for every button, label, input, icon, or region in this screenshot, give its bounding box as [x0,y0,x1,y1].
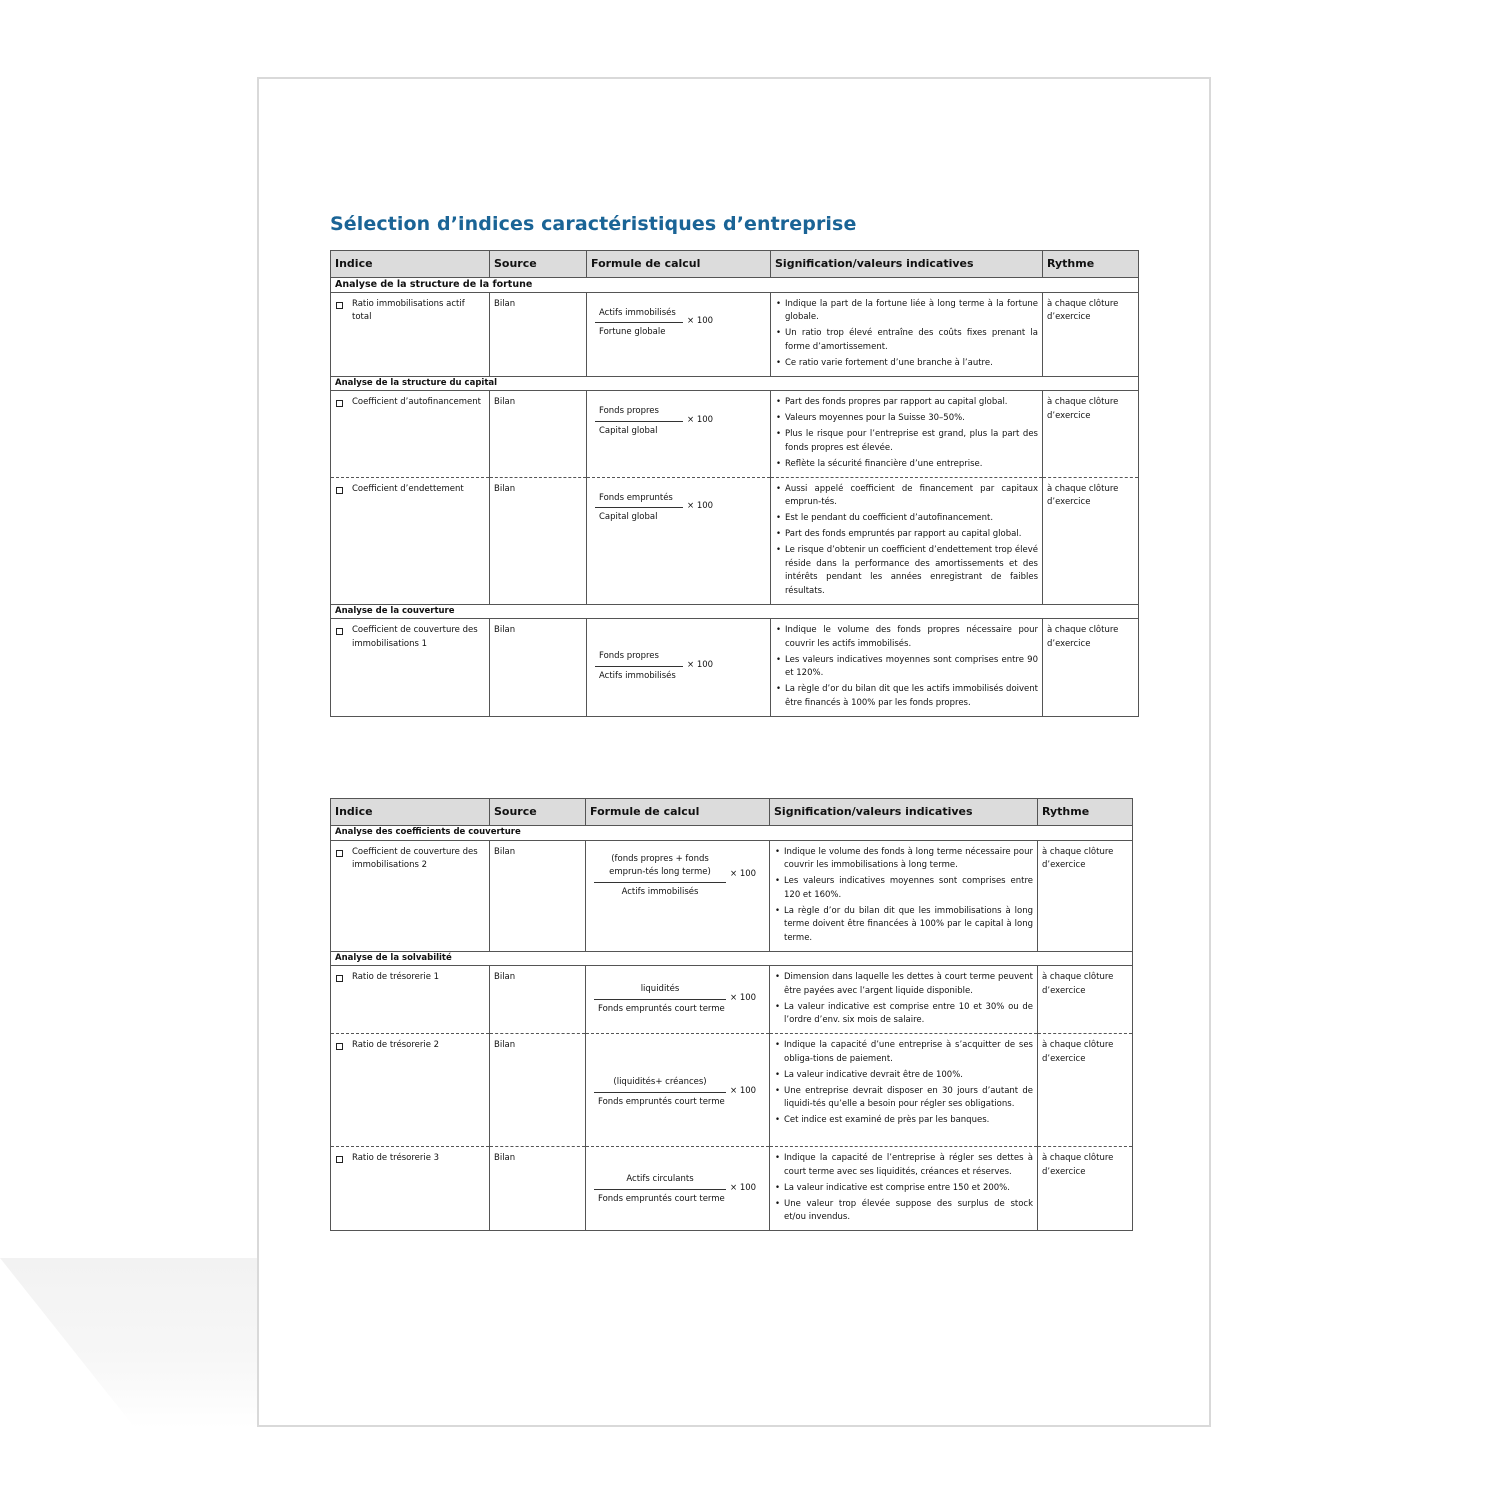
table-row: Ratio de trésorerie 1 Bilan $\frac{\text{liquidités}}{\text{Fonds empruntés court terme}}$ × 100 • Dimension dans laquelle les dettes à court terme peuvent être payées avec l’argent liquide disponible. • La valeur indicative est comprise entre 10 et 30% ou de l’ordre d’env. six mois de salaire. à chaque clôture d’exercice [331,966,1133,1034]
signification-list: • Aussi appelé coefficient de financement par capitaux emprun-tés. • Est le pendant du coefficient d’autofinancement. • Part des fonds empruntés par rapport au capital global. • Le risque d’obtenir un coefficient d’endettement trop élevé réside dans la performance des amortissements et des intérêts pendant les années enregistrant de faibles résultats. [775,483,1038,599]
table-row: Coefficient de couverture des immobilisations 1 Bilan $\frac{\text{Fonds propres}}{\text{Actifs immobilisés}}$ × 100 • Indique le volume des fonds propres nécessaire pour couvrir les actifs immobilisés. • Les valeurs indicatives moyennes sont comprises entre 90 et 120%. • La règle d’or du bilan dit que les actifs immobilisés doivent être financés à 100% par les fonds propres. à chaque clôture d’exercice [331,619,1139,717]
table-row: Coefficient d’autofinancement Bilan $\frac{\text{Fonds propres}}{\text{Capital global}}$ × 100 • Part des fonds propres par rapport au capital global. • Valeurs moyennes pour la Suisse 30–50%. • Plus le risque pour l’entreprise est grand, plus la part des fonds propres est élevée. • Reflète la sécurité financière d’une entreprise. à chaque clôture d’exercice [331,391,1139,478]
section-heading: Analyse de la solvabilité [331,951,1133,966]
checkbox-bullet-icon [336,628,343,635]
signification-list: • Indique le volume des fonds à long terme nécessaire pour couvrir les immobilisations à long terme. • Les valeurs indicatives moyennes sont comprises entre 120 et 160%. • La règle d’or du bilan dit que les immobilisations à long terme doivent être financées à 100% par le capital à long terme. [774,846,1033,946]
header-formule: Formule de calcul [587,251,771,278]
header-source: Source [490,251,587,278]
formula: $\frac{\text{Fonds empruntés}}{\text{Capital global}}$ × 100 [595,492,713,525]
document-title: Sélection d’indices caractéristiques d’entreprise [330,213,857,235]
signification-list: • Indique la capacité de l’entreprise à régler ses dettes à court terme avec ses liquidités, créances et réserves. • La valeur indicative est comprise entre 150 et 200%. • Une valeur trop élevée suppose des surplus de stock et/ou invendus. [774,1152,1033,1225]
header-indice: Indice [331,251,490,278]
section-heading: Analyse des coefficients de couverture [331,826,1133,841]
table-row: Coefficient d’endettement Bilan $\frac{\text{Fonds empruntés}}{\text{Capital global}}$ × 100 • Aussi appelé coefficient de financement par capitaux emprun-tés. • Est le pendant du coefficient d’autofinancement. • Part des fonds empruntés par rapport au capital global. • Le risque d’obtenir un coefficient d’endettement trop élevé réside dans la performance des amortissements et des intérêts pendant les années enregistrant de faibles résultats. à chaque clôture d’exercice [331,477,1139,604]
formula: $\frac{\text{liquidités}}{\text{Fonds empruntés court terme}}$ × 100 [594,983,756,1016]
signification-list: • Indique le volume des fonds propres nécessaire pour couvrir les actifs immobilisés. • Les valeurs indicatives moyennes sont comprises entre 90 et 120%. • La règle d’or du bilan dit que les actifs immobilisés doivent être financés à 100% par les fonds propres. [775,624,1038,710]
header-rythme: Rythme [1038,799,1133,826]
formula: $\frac{\text{Fonds propres}}{\text{Actifs immobilisés}}$ × 100 [595,650,713,683]
signification-list: • Dimension dans laquelle les dettes à court terme peuvent être payées avec l’argent liquide disponible. • La valeur indicative est comprise entre 10 et 30% ou de l’ordre d’env. six mois de salaire. [774,971,1033,1028]
header-source: Source [490,799,586,826]
signification-list: • Part des fonds propres par rapport au capital global. • Valeurs moyennes pour la Suisse 30–50%. • Plus le risque pour l’entreprise est grand, plus la part des fonds propres est élevée. • Reflète la sécurité financière d’une entreprise. [775,396,1038,471]
signification-list: • Indique la capacité d’une entreprise à s’acquitter de ses obliga-tions de paiement. • La valeur indicative devrait être de 100%. • Une entreprise devrait disposer en 30 jours d’autant de liquidi-tés qu’elle a besoin pour régler ses obligations. • Cet indice est examiné de près par les banques. [774,1039,1033,1128]
indices-table-2 [330,798,1133,1231]
section-heading: Analyse de la couverture [331,604,1139,619]
table-row: Ratio de trésorerie 3 Bilan $\frac{\text{Actifs circulants}}{\text{Fonds empruntés court terme}}$ × 100 • Indique la capacité de l’entreprise à régler ses dettes à court terme avec ses liquidités, créances et réserves. • La valeur indicative est comprise entre 150 et 200%. • Une valeur trop élevée suppose des surplus de stock et/ou invendus. à chaque clôture d’exercice [331,1147,1133,1231]
checkbox-bullet-icon [336,400,343,407]
table-row: Coefficient de couverture des immobilisations 2 Bilan $\frac{\text{(fonds propres + fonds emprun-tés long terme)}}{\text{Actifs immobilisés}}$ × 100 • Indique le volume des fonds à long terme nécessaire pour couvrir les immobilisations à long terme. • Les valeurs indicatives moyennes sont comprises entre 120 et 160%. • La règle d’or du bilan dit que les immobilisations à long terme doivent être financées à 100% par le capital à long terme. à chaque clôture d’exercice [331,840,1133,951]
checkbox-bullet-icon [336,1156,343,1163]
checkbox-bullet-icon [336,487,343,494]
header-formule: Formule de calcul [586,799,770,826]
checkbox-bullet-icon [336,1043,343,1050]
formula: $\frac{\text{Actifs circulants}}{\text{Fonds empruntés court terme}}$ × 100 [594,1173,756,1206]
formula: $\frac{\text{Fonds propres}}{\text{Capital global}}$ × 100 [595,405,713,438]
header-signification: Signification/valeurs indicatives [771,251,1043,278]
formula: $\frac{\text{(fonds propres + fonds emprun-tés long terme)}}{\text{Actifs immobilisés}}$ × 100 [594,853,756,900]
indices-table-1 [330,250,1139,717]
checkbox-bullet-icon [336,850,343,857]
formula: $\frac{\text{Actifs immobilisés}}{\text{Fortune globale}}$ × 100 [595,307,713,340]
checkbox-bullet-icon [336,975,343,982]
table-row: Ratio de trésorerie 2 Bilan $\frac{\text{(liquidités+ créances)}}{\text{Fonds empruntés court terme}}$ × 100 • Indique la capacité d’une entreprise à s’acquitter de ses obliga-tions de paiement. • La valeur indicative devrait être de 100%. • Une entreprise devrait disposer en 30 jours d’autant de liquidi-tés qu’elle a besoin pour régler ses obligations. • Cet indice est examiné de près par les banques. à chaque clôture d’exercice [331,1034,1133,1147]
section-heading: Analyse de la structure de la fortune [331,278,1139,293]
checkbox-bullet-icon [336,302,343,309]
table-header [331,251,1139,278]
page-shadow [0,1258,300,1428]
table-row: Ratio immobilisations actif total Bilan $\frac{\text{Actifs immobilisés}}{\text{Fortune globale}}$ × 100 • Indique la part de la fortune liée à long terme à la fortune globale. • Un ratio trop élevé entraîne des coûts fixes prenant la forme d’amortissement. • Ce ratio varie fortement d’une branche à l’autre. à chaque clôture d’exercice [331,292,1139,376]
section-heading: Analyse de la structure du capital [331,376,1139,391]
table-header [331,799,1133,826]
header-rythme: Rythme [1043,251,1139,278]
header-indice: Indice [331,799,490,826]
formula: $\frac{\text{(liquidités+ créances)}}{\text{Fonds empruntés court terme}}$ × 100 [594,1076,756,1109]
header-signification: Signification/valeurs indicatives [770,799,1038,826]
signification-list: • Indique la part de la fortune liée à long terme à la fortune globale. • Un ratio trop élevé entraîne des coûts fixes prenant la forme d’amortissement. • Ce ratio varie fortement d’une branche à l’autre. [775,298,1038,371]
